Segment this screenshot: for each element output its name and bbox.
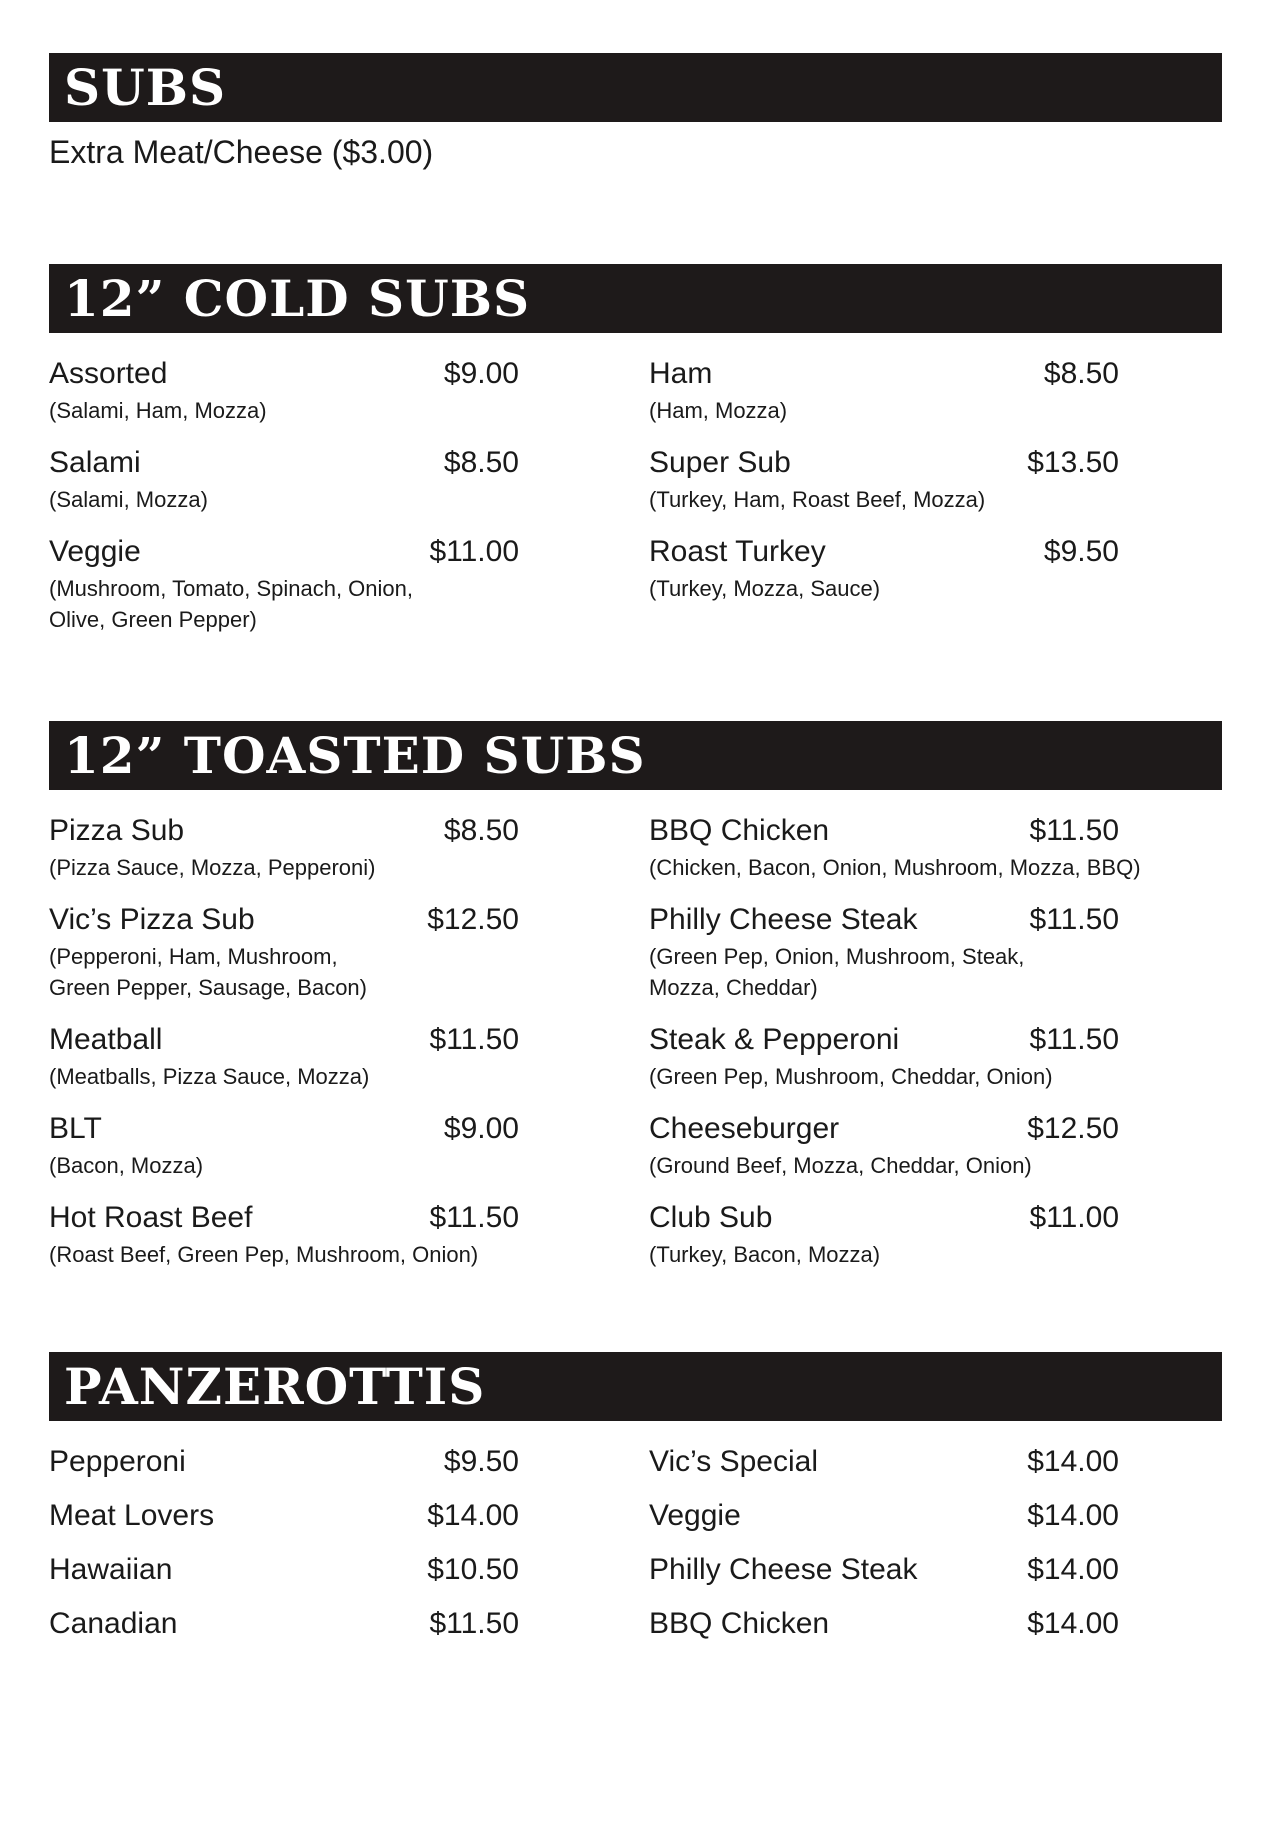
item-name: Club Sub — [649, 1201, 773, 1234]
item-price: $11.50 — [429, 1023, 519, 1056]
item-description: (Green Pep, Mushroom, Cheddar, Onion) — [649, 1064, 1053, 1089]
item-price: $11.00 — [429, 535, 519, 568]
item-name: Philly Cheese Steak — [649, 1553, 918, 1586]
menu-item — [649, 1112, 1169, 1181]
section-cold-subs — [49, 264, 1222, 655]
menu-item — [49, 903, 649, 1003]
item-price: $13.50 — [1027, 446, 1119, 479]
item-description: (Pepperoni, Ham, Mushroom, Green Pepper, Sausage, Bacon) — [49, 944, 367, 1000]
menu-item — [49, 535, 649, 635]
item-description: (Roast Beef, Green Pep, Mushroom, Onion) — [49, 1242, 479, 1267]
item-price: $9.50 — [443, 1445, 519, 1478]
item-price: $9.00 — [443, 357, 519, 390]
item-name: Hawaiian — [49, 1553, 173, 1586]
item-name: Veggie — [49, 535, 141, 568]
menu-column-right — [649, 1445, 1169, 1661]
item-price: $14.00 — [427, 1499, 519, 1532]
item-description: (Salami, Mozza) — [49, 487, 208, 512]
item-name: Vic’s Pizza Sub — [49, 903, 255, 936]
menu-column-right — [649, 357, 1169, 655]
item-price: $12.50 — [427, 903, 519, 936]
item-price: $11.50 — [429, 1607, 519, 1640]
item-price: $9.50 — [1043, 535, 1119, 568]
item-name: Assorted — [49, 357, 168, 390]
item-price: $11.50 — [1029, 814, 1119, 847]
item-price: $14.00 — [1027, 1445, 1119, 1478]
item-name: BBQ Chicken — [649, 1607, 830, 1640]
item-description: (Chicken, Bacon, Onion, Mushroom, Mozza, BBQ) — [649, 855, 1141, 880]
menu-item — [649, 1607, 1169, 1641]
item-description: (Turkey, Ham, Roast Beef, Mozza) — [649, 487, 986, 512]
item-name: Salami — [49, 446, 141, 479]
item-name: Vic’s Special — [649, 1445, 818, 1478]
menu-item — [649, 357, 1169, 426]
item-description: (Ham, Mozza) — [649, 398, 788, 423]
item-price: $11.50 — [1029, 903, 1119, 936]
item-name: Pepperoni — [49, 1445, 186, 1478]
menu-item — [49, 1607, 649, 1641]
item-name: Ham — [649, 357, 713, 390]
item-name: Meat Lovers — [49, 1499, 215, 1532]
item-price: $11.50 — [429, 1201, 519, 1234]
item-name: Canadian — [49, 1607, 178, 1640]
item-price: $14.00 — [1027, 1607, 1119, 1640]
menu-item — [49, 1553, 649, 1587]
item-price: $8.50 — [443, 814, 519, 847]
item-description: (Turkey, Bacon, Mozza) — [649, 1242, 881, 1267]
item-description: (Turkey, Mozza, Sauce) — [649, 576, 881, 601]
item-description: (Pizza Sauce, Mozza, Pepperoni) — [49, 855, 376, 880]
item-description: (Ground Beef, Mozza, Cheddar, Onion) — [649, 1153, 1032, 1178]
menu-item — [649, 1445, 1169, 1479]
section-panzerottis — [49, 1352, 1222, 1661]
menu-item — [649, 1023, 1169, 1092]
menu-item — [649, 1553, 1169, 1587]
item-name: Hot Roast Beef — [49, 1201, 253, 1234]
menu-item — [649, 535, 1169, 604]
menu-item — [49, 814, 649, 883]
item-name: BLT — [49, 1112, 102, 1145]
section-toasted-subs — [49, 721, 1222, 1290]
menu-item — [649, 1201, 1169, 1270]
menu-item — [649, 814, 1169, 883]
section-subs — [49, 53, 1222, 171]
menu-item — [49, 1201, 649, 1270]
item-name: Pizza Sub — [49, 814, 185, 847]
item-description: (Green Pep, Onion, Mushroom, Steak, Mozza, Cheddar) — [649, 944, 1025, 1000]
item-name: Super Sub — [649, 446, 791, 479]
item-price: $11.00 — [1029, 1201, 1119, 1234]
section-title: 12” COLD SUBS — [49, 264, 1222, 333]
item-price: $8.50 — [1043, 357, 1119, 390]
menu-item — [49, 1023, 649, 1092]
section-title: PANZEROTTIS — [49, 1352, 1222, 1421]
item-price: $14.00 — [1027, 1553, 1119, 1586]
menu-column-left — [49, 1445, 649, 1661]
menu-item — [49, 446, 649, 515]
extra-meat-note: Extra Meat/Cheese ($3.00) — [49, 134, 434, 170]
section-title: 12” TOASTED SUBS — [49, 721, 1222, 790]
item-description: (Bacon, Mozza) — [49, 1153, 204, 1178]
item-description: (Meatballs, Pizza Sauce, Mozza) — [49, 1064, 370, 1089]
item-name: Steak & Pepperoni — [649, 1023, 900, 1056]
menu-item — [49, 1445, 649, 1479]
item-price: $10.50 — [427, 1553, 519, 1586]
item-name: Roast Turkey — [649, 535, 826, 568]
menu-item — [649, 446, 1169, 515]
menu-item — [649, 1499, 1169, 1533]
item-price: $14.00 — [1027, 1499, 1119, 1532]
item-price: $11.50 — [1029, 1023, 1119, 1056]
menu-item — [49, 1112, 649, 1181]
item-name: Cheeseburger — [649, 1112, 840, 1145]
item-price: $12.50 — [1027, 1112, 1119, 1145]
item-name: BBQ Chicken — [649, 814, 830, 847]
menu-column-left — [49, 357, 649, 655]
menu-item — [649, 903, 1169, 1003]
item-name: Veggie — [649, 1499, 741, 1532]
menu-column-right — [649, 814, 1169, 1290]
item-description: (Mushroom, Tomato, Spinach, Onion, Olive, Green Pepper) — [49, 576, 413, 632]
item-price: $8.50 — [443, 446, 519, 479]
item-name: Meatball — [49, 1023, 163, 1056]
item-description: (Salami, Ham, Mozza) — [49, 398, 267, 423]
menu-item — [49, 357, 649, 426]
section-title: SUBS — [49, 53, 1222, 122]
item-name: Philly Cheese Steak — [649, 903, 918, 936]
menu-column-left — [49, 814, 649, 1290]
item-price: $9.00 — [443, 1112, 519, 1145]
menu-item — [49, 1499, 649, 1533]
